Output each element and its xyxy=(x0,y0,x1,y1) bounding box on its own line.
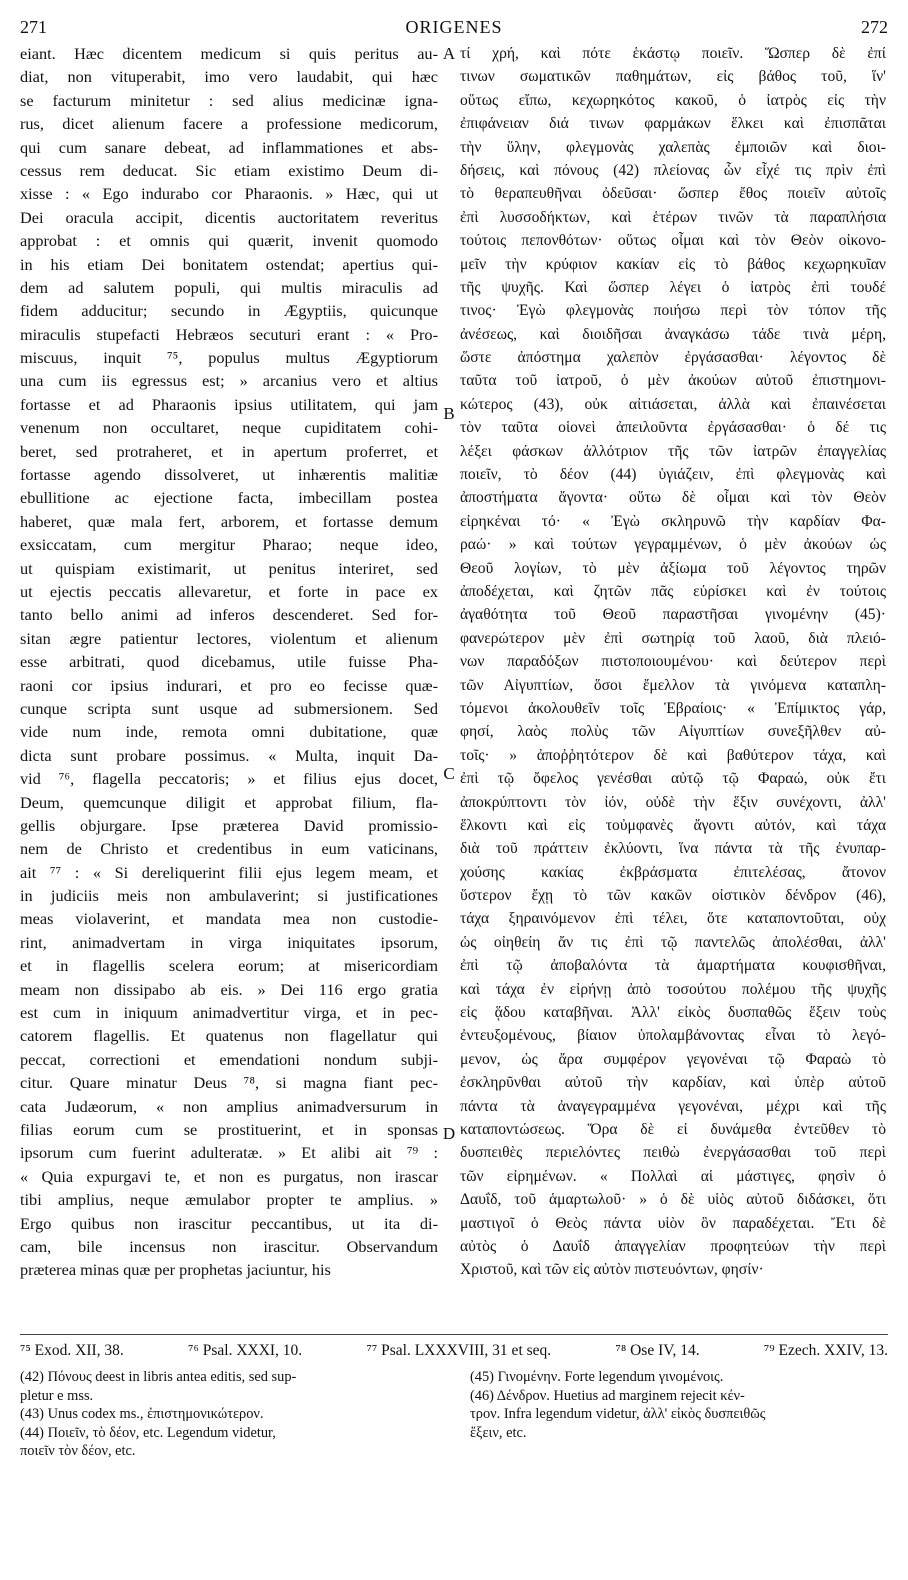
greek-text-line: ὕστερον ἔχῃ τὸ τῶν κακῶν οἰστικὸν δένδρον (46), xyxy=(460,887,886,905)
section-marker-a: A xyxy=(442,44,456,63)
latin-text-line: una cum iis egressus est; » arcanius vero et altius xyxy=(20,371,438,391)
section-marker-c: C xyxy=(443,764,455,783)
greek-text-line: οὕτως εἴπω, κεχωρηκότος κακοῦ, ὁ ἰατρὸς εἰς τὴν xyxy=(460,91,886,109)
section-marker-b: B xyxy=(443,404,455,423)
greek-text-line: μεῖν τὴν κρύφιον κακίαν εἰς τὸ βάθος κεχωρηκυῖαν xyxy=(460,255,886,273)
latin-text-line: exsiccatam, cum mergitur Pharao; neque ideo, xyxy=(20,535,438,555)
greek-text-line: ἀποδέχεται, καὶ ζητῶν πᾶς εὑρίσκει καὶ ἐν τούτοις xyxy=(460,582,886,600)
footnote-line: pletur e mss. xyxy=(20,1387,94,1404)
greek-text-line: ἐπὶ λυσσοδήκτων, καὶ ἑτέρων τινῶν τὰ παραπλήσια xyxy=(460,208,886,226)
footnote-line: (42) Πόνους deest in libris antea editis, sed sup- xyxy=(20,1369,297,1385)
latin-text-line: et in flagellis scelera eorum; at misericordiam xyxy=(20,956,438,976)
greek-text-line: νων παραδόξων πιστοποιουμένου· καὶ δεύτερον περὶ xyxy=(460,653,886,671)
latin-text-line: vid ⁷⁶, flagella peccatoris; » et filius ejus docet, xyxy=(20,769,438,789)
latin-text-line: ait ⁷⁷ : « Si dereliquerint filii ejus legem meam, et xyxy=(20,862,438,882)
scripture-reference: ⁷⁶ Psal. XXXI, 10. xyxy=(188,1342,303,1359)
greek-text-line: Δαυΐδ, τοῦ ἁμαρτωλοῦ· » ὁ δὲ υἱὸς αὐτοῦ διδάσκει, ὅτι xyxy=(460,1191,886,1209)
latin-text-line: approbat : et omnis qui quærit, invenit quomodo xyxy=(20,231,438,251)
greek-text-line: διὰ τοῦ πράττειν ἐκλύοντι, ἵνα πάντα τὰ τῆς ἐνυπαρ- xyxy=(460,840,886,858)
latin-text-line: miraculis stupefacti Hebræos secuturi erant : « Pro- xyxy=(20,324,438,344)
latin-text-line: peccat, correctioni et emendationi nondum subji- xyxy=(20,1049,438,1069)
greek-text-line: ἀνέσεως, καὶ διοιδῆσαι ἀναγκάσω τάδε τινὰ μέρη, xyxy=(460,325,886,343)
page-number-right: 272 xyxy=(861,17,888,37)
latin-text-line: præterea minas quæ per prophetas jaciuntur, his xyxy=(20,1260,331,1280)
greek-text-line: ἀποστήματα ἄγοντα· οὕτω δὲ οἶμαι καὶ τὸν Θεὸν xyxy=(460,489,886,507)
latin-text-line: xisse : « Ego indurabo cor Pharaonis. » Hæc, qui ut xyxy=(20,184,438,204)
latin-text-line: meas violaverint, et mandata mea non custodie- xyxy=(20,909,438,929)
greek-text-line: αὐτὸς ὁ Δαυΐδ ἀπαγγελίαν προφητεύων τὴν περὶ xyxy=(460,1237,886,1255)
latin-text-line: esse arbitrati, quod dicebamus, utile fuisse Pha- xyxy=(20,652,438,672)
footnote-line: (43) Unus codex ms., ἐπιστημονικώτερον. xyxy=(20,1406,264,1422)
latin-text-line: dicta sunt probare possimus. « Multa, inquit Da- xyxy=(20,745,438,765)
scripture-reference: ⁷⁷ Psal. LXXXVIII, 31 et seq. xyxy=(366,1342,552,1359)
latin-text-line: rint, animadvertam in virga iniquitates ipsorum, xyxy=(20,932,438,952)
page-number-left: 271 xyxy=(20,17,47,37)
running-title: ORIGENES xyxy=(405,17,503,37)
greek-text-line: τὸν ταῦτα οἱονεὶ ἀπειλοῦντα ἐργάσασθαι· ὁ δέ τις xyxy=(460,419,886,437)
greek-text-line: τὴν ὕλην, φλεγμονὰς χαλεπὰς ἐμποιῶν καὶ διοι- xyxy=(460,138,886,156)
greek-text-line: ταῦτα τοῦ ἰατροῦ, ὁ μὲν ἀκούων αὐτοῦ ἐπιστημονι- xyxy=(460,372,886,390)
latin-text-line: in judiciis meis non ambulaverint; si justificationes xyxy=(20,886,438,906)
latin-text-line: « Quia expurgavi te, et non es purgatus, non irascar xyxy=(20,1166,438,1186)
latin-text-line: meam non dissipabo ab eis. » Dei 116 ergo gratia xyxy=(20,979,438,999)
greek-text-line: τῶν εἰρημένων. « Πολλαὶ αἱ μάστιγες, φησὶν ὁ xyxy=(460,1167,886,1185)
latin-text-line: diat, non vituperabit, imo vero laudabit, qui hæc xyxy=(20,67,438,87)
latin-text-line: se facturum minitetur : sed alius medicinæ igna- xyxy=(20,90,438,110)
latin-text-line: cata Judæorum, « non amplius animadversurum in xyxy=(20,1096,438,1116)
footnote-line: ἕξειν, etc. xyxy=(470,1424,527,1441)
latin-text-line: nem de Christo et credentibus in eum vaticinans, xyxy=(20,839,438,859)
greek-text-line: τινων σωματικῶν παθημάτων, εἰς βάθος τοῦ, ἵν' xyxy=(460,68,886,86)
footnote-line: (44) Ποιεῖν, τὸ δέον, etc. Legendum videtur, xyxy=(20,1424,276,1441)
greek-text-line: τόμενοι ἀκολουθεῖν τοῖς Ἑβραίοις· « Ἐπίμικτος γάρ, xyxy=(460,699,886,717)
latin-text-line: filias eorum cum se prostituerint, et in sponsas xyxy=(20,1119,438,1139)
latin-text-line: venenum non occultaret, neque cupiditatem cohi- xyxy=(20,418,438,438)
greek-text-line: δυσπειθὲς περιελόντες πειθὼ ἐνεργάσασθαι τοῦ περὶ xyxy=(460,1144,886,1162)
greek-text-line: ἐπὶ τῷ ὄφελος γενέσθαι αὐτῷ τῷ Φαραώ, οὐκ ἔτι xyxy=(460,770,886,788)
greek-text-line: μαστιγοῖ ὁ Θεὸς πάντα υἱὸν ὃν παραδέχεται. Ἔτι δὲ xyxy=(460,1214,886,1232)
footnote-line: (46) Δένδρον. Huetius ad marginem rejecit κέν- xyxy=(470,1387,745,1404)
latin-text-line: miscuus, inquit ⁷⁵, populus multus Ægyptiorum xyxy=(20,348,438,368)
latin-text-line: ut quispiam existimarit, ut penitus interiret, sed xyxy=(20,558,438,578)
greek-text-line: πάντα τὰ ἀναγεγραμμένα γεγονέναι, μέχρι καὶ τῆς xyxy=(460,1097,886,1115)
latin-text-line: tanto bello animi ad inferos descenderet. Sed for- xyxy=(20,605,438,625)
latin-text-line: ebullitione ac ejectione facta, imbecillam postea xyxy=(20,488,438,508)
latin-text-line: eiant. Hæc dicentem medicum si quis peritus au- xyxy=(20,44,438,63)
latin-text-line: est cum in iniquum animadvertitur virga, et in pec- xyxy=(20,1003,438,1023)
greek-text-line: λέξει φάσκων ἀλλότριον τῆς τῶν ἰατρῶν ἐπαγγελίας xyxy=(460,442,886,460)
greek-text-line: ὡς οἰηθείη ἄν τις ἐπὶ τῷ παντελῶς ἀπολέσθαι, ἀλλ' xyxy=(460,933,886,951)
greek-text-line: καὶ τάχα ἐν εἰρήνῃ ἀπὸ τοσούτου πολέμου τῆς ψυχῆς xyxy=(460,980,886,998)
footnote-rule xyxy=(20,1334,888,1335)
latin-text-line: cam, bile incensus non irascitur. Observandum xyxy=(20,1236,438,1256)
latin-text-line: raoni cor ipsius indurari, et pro eo fecisse quæ- xyxy=(20,675,438,695)
greek-text-line: τινος· Ἐγὼ φλεγμονὰς ποιήσω περὶ τὸν τόπον τῆς xyxy=(460,302,886,320)
latin-text-line: fortasse agendo dissolveret, ut inhærentis malitiæ xyxy=(20,465,438,485)
greek-text-line: τί χρή, καὶ πότε ἑκάστῳ ποιεῖν. Ὥσπερ δὲ ἐπί xyxy=(460,45,886,62)
latin-text-line: Ergo quibus non irascitur peccantibus, ut ita di- xyxy=(20,1213,438,1233)
greek-text-line: Θεοῦ λογίων, τὸ μὲν ἀξίωμα τοῦ λέγοντος τηρῶν xyxy=(460,559,886,577)
latin-text-line: sitan ægre patientur lectores, violentum et alienum xyxy=(20,628,438,648)
latin-text-line: fidem adducitur; secundo in Ægyptiis, quicunque xyxy=(20,301,438,321)
greek-text-line: ἀποκρύπτοντι τὸν ἰόν, οὐδὲ τὴν ἕξιν συνέχοντι, ἀλλ' xyxy=(460,793,886,811)
greek-text-line: τῆς ψυχῆς. Καὶ ὥσπερ λέγει ὁ ἰατρὸς ἐπὶ τουδέ xyxy=(460,278,886,296)
greek-text-line: χούσης κακίας ἐκβράσματα ἐπιτελέσας, ἄτονον xyxy=(460,863,886,881)
greek-text-line: ἐντευξομένους, βίαιον ὑπολαμβάνοντας εἶναι τὸ λεγό- xyxy=(460,1027,886,1045)
latin-column xyxy=(20,42,438,1282)
latin-text-line: Deum, quemcunque diligit et approbat filium, fla- xyxy=(20,792,438,812)
running-header xyxy=(20,14,888,40)
latin-text-line: citur. Quare minatur Deus ⁷⁸, si magna fiant pec- xyxy=(20,1073,438,1093)
greek-text-line: δήσεις, καὶ πόνους (42) πλείονας ὧν εἶχέ τις πρὶν ἐπὶ xyxy=(460,161,886,179)
greek-text-line: τούτοις πεπονθότων· οὕτως οἶμαι καὶ τὸν Θεὸν οἰκονο- xyxy=(460,232,886,250)
greek-text-line: ἕλκοντι καὶ εἰς τοὐμφανὲς ἄγοντι αὐτόν, καὶ τάχα xyxy=(460,816,886,834)
latin-text-line: ut ejectis peccatis allevaretur, et forte in pace ex xyxy=(20,581,438,601)
greek-text-line: μενον, ὡς ἄρα συμφέρον γεγονέναι τῷ Φαραὼ τὸ xyxy=(460,1050,886,1068)
footnote-line: (45) Γινομένην. Forte legendum γινομένοις. xyxy=(470,1369,724,1385)
footnotes-left xyxy=(20,1368,438,1461)
scripture-reference: ⁷⁸ Ose IV, 14. xyxy=(615,1342,700,1359)
scripture-reference: ⁷⁹ Ezech. XXIV, 13. xyxy=(763,1342,888,1359)
latin-text-line: tibi amplius, neque æmulabor propter te amplius. » xyxy=(20,1190,438,1210)
latin-text-line: catorem flagellis. Et quatenus non flagellatur qui xyxy=(20,1026,438,1046)
greek-text-line: τάχα ξηραινόμενον ἐπὶ τέλει, ὅτε καταποντοῦται, οὐχ xyxy=(460,910,886,928)
greek-text-line: ἐπιφάνειαν διά τινων φαρμάκων ἕλκει καὶ ἐπισπᾶται xyxy=(460,115,886,133)
latin-text-line: fortasse et ad Pharaonis ipsius utilitatem, qui jam xyxy=(20,394,438,414)
greek-text-line: ποιεῖν, τὸ δέον (44) ὑγιάζειν, ἐπὶ φλεγμονὰς καὶ xyxy=(460,466,886,484)
greek-text-line: ἐπὶ τῷ ἀποβαλόντα τὰ ἁμαρτήματα κουφισθῆναι, xyxy=(460,957,886,975)
latin-text-line: Dei oracula accipit, dicentis auctoritatem reveritus xyxy=(20,207,438,227)
latin-text-line: cunque scripta sunt usque ad submersionem. Sed xyxy=(20,698,438,718)
greek-text-line: ἀγαθότητα τοῦ Θεοῦ παραστῆσαι γινομένην (45)· xyxy=(460,606,886,624)
greek-text-line: κώτερος (43), οὐκ αἰτιάσεται, ἀλλὰ καὶ ἐπαινέσεται xyxy=(460,395,886,413)
greek-text-line: ἐσκληρῦνθαι αὐτοῦ τὴν καρδίαν, καὶ ὑπὲρ αὐτοῦ xyxy=(460,1074,886,1092)
latin-text-line: qui cum sanare debeat, ad inflammationes et abs- xyxy=(20,137,438,157)
latin-text-line: ipsorum cum fuerint adulteratæ. » Et alibi ait ⁷⁹ : xyxy=(20,1143,438,1163)
latin-text-line: dem ad salutem populi, qui multis miraculis ad xyxy=(20,277,438,297)
greek-text-line: τῶν Αἰγυπτίων, ὅσοι ἔμελλον τὰ γινόμενα καταπλη- xyxy=(460,676,886,694)
latin-text-line: beret, sed protraheret, et in apertum proferret, et xyxy=(20,441,438,461)
greek-text-line: καταποντώσεως. Ὅρα δὲ εἰ δυνάμεθα ἐντεῦθεν τὸ xyxy=(460,1120,886,1138)
greek-text-line: ραώ· » καὶ τούτων γεγραμμένων, ὁ μὲν ἀκούων ὡς xyxy=(460,536,886,554)
latin-text-line: haberet, quæ mala fert, arborem, et fortasse demum xyxy=(20,511,438,531)
greek-text-line: τοῖς· » ἀποῤῥητότερον δὲ καὶ βαθύτερον τάχα, καὶ xyxy=(460,746,886,764)
footnote-line: τρον. Infra legendum videtur, ἀλλ' εἰκὸς δυσπειθῶς xyxy=(470,1406,766,1422)
greek-text-line: ὥστε ἀπόστημα χαλεπὸν ἐργάσασθαι· λέγοντος δὲ xyxy=(460,349,886,367)
latin-text-line: gellis objurgare. Ipse præterea David promissio- xyxy=(20,815,438,835)
latin-text-line: in his etiam Dei bonitatem ostendat; apertius qui- xyxy=(20,254,438,274)
scripture-reference: ⁷⁵ Exod. XII, 38. xyxy=(20,1342,124,1359)
latin-text-line: cessus rem deducat. Sic etiam existimo Deum di- xyxy=(20,160,438,180)
greek-column xyxy=(460,42,886,1282)
section-marker-d: D xyxy=(442,1124,456,1143)
greek-text-line: φανερώτερον μὲν ἐπὶ σωτηρίᾳ τοῦ λαοῦ, διὰ πλειό- xyxy=(460,629,886,647)
greek-text-line: τὸ θεραπευθῆναι ὀδεῦσαι· ὥσπερ ἔθος ποιεῖν αὐτοῖς xyxy=(460,185,886,203)
latin-text-line: rus, dicet alienum facere a professione medicorum, xyxy=(20,114,438,134)
greek-text-line: φησί, λαὸς πολὺς τῶν Αἰγυπτίων συνεξῆλθεν αὐ- xyxy=(460,723,886,741)
greek-text-line: Χριστοῦ, καὶ τῶν εἰς αὐτὸν πιστευόντων, φησίν· xyxy=(460,1261,764,1279)
footnotes-right xyxy=(470,1368,886,1442)
footnote-line: ποιεῖν τὸν δέον, etc. xyxy=(20,1443,136,1459)
latin-text-line: vide num inde, remota omni dubitatione, quæ xyxy=(20,722,438,742)
greek-text-line: εἰρηκέναι τό· « Ἐγὼ σκληρυνῶ τὴν καρδίαν Φα- xyxy=(460,512,886,530)
greek-text-line: εἰς ᾅδου καταβῆναι. Ἀλλ' εἰκὸς δυσπαθῶς ἕξειν τοὺς xyxy=(460,1004,886,1022)
scripture-references xyxy=(20,1340,888,1362)
